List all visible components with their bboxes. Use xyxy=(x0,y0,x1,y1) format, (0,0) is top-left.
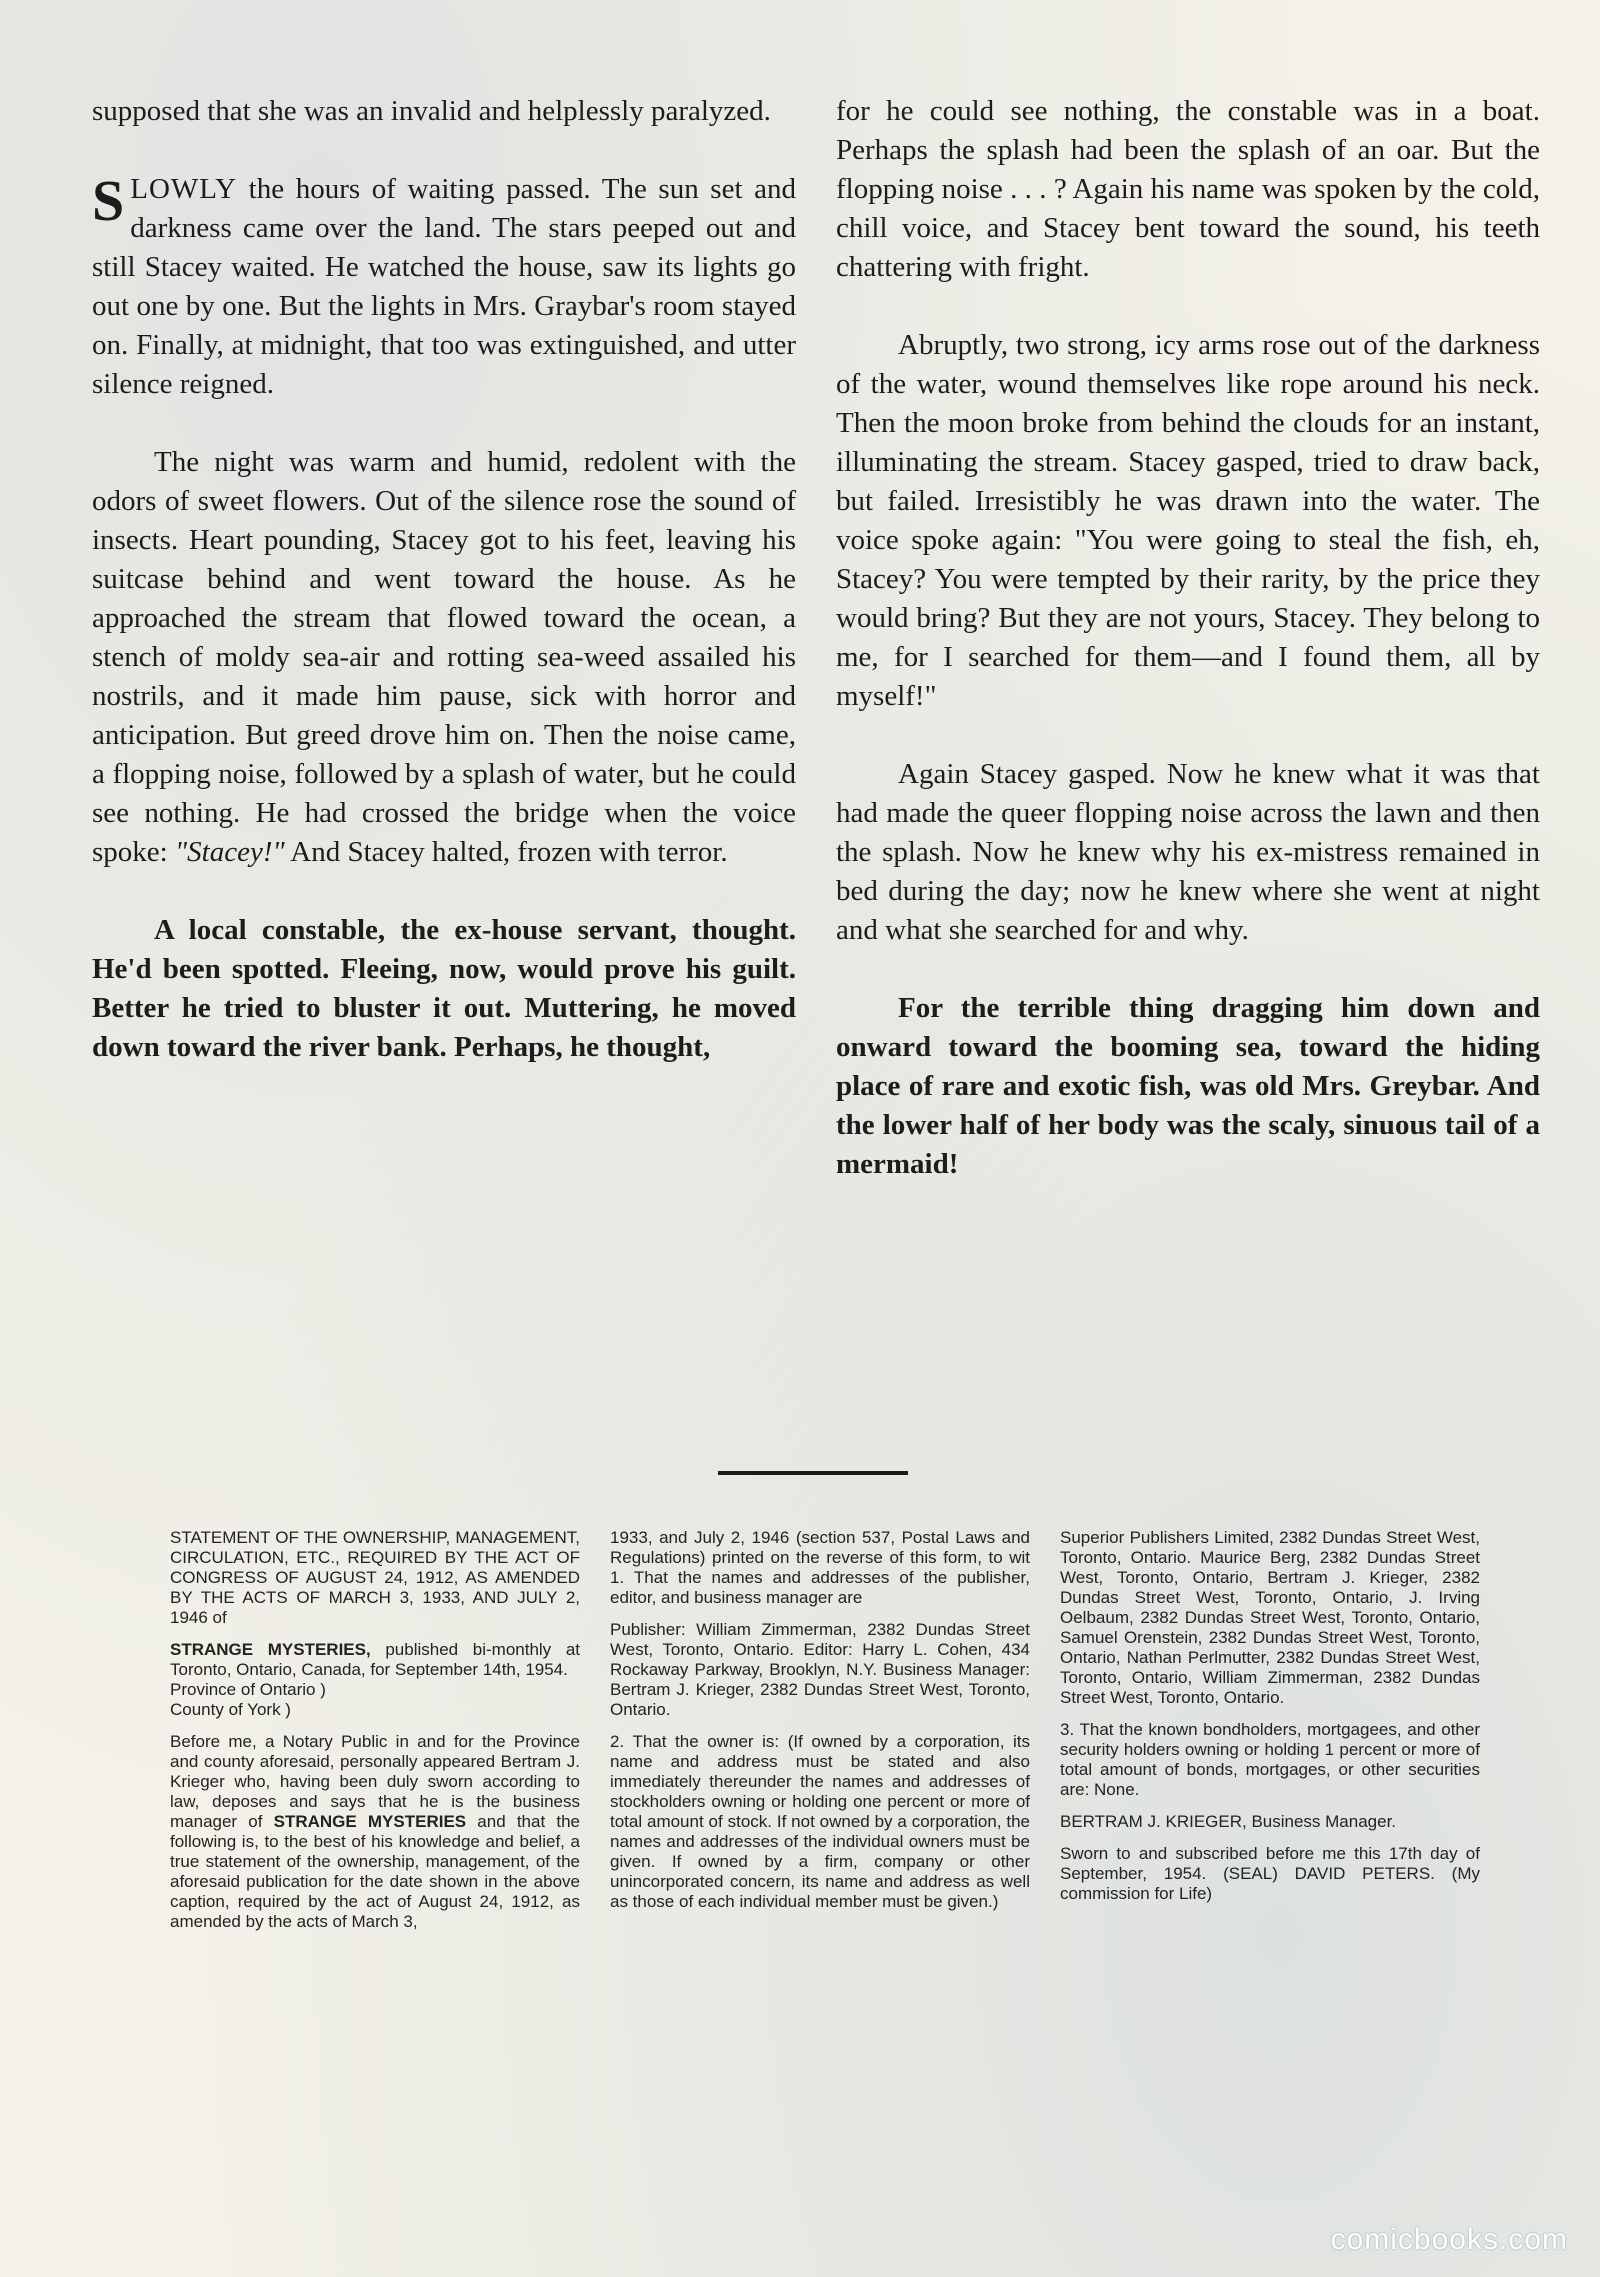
story-paragraph xyxy=(92,443,796,872)
notary-line: Sworn to and subscribed before me this 17th day of September, 1954. (SEAL) DAVID PETERS. (My commission for Life) xyxy=(1060,1844,1480,1903)
statement-paragraph: 1933, and July 2, 1946 (section 537, Postal Laws and Regulations) printed on the reverse of this form, to wit 1. That the names and addresses of the publisher, editor, and business manager are xyxy=(610,1528,1030,1607)
story-paragraph: Again Stacey gasped. Now he knew what it was that had made the queer flopping noise across the lawn and then the splash. Now he knew why his ex-mistress remained in bed during the day; now he knew where she went at night and what she searched for and why. xyxy=(836,758,1540,946)
statement-text: published bi-monthly at Toronto, Ontario, Canada, for September 14th, 1954. xyxy=(170,1640,580,1679)
publication-title: STRANGE MYSTERIES xyxy=(273,1812,467,1831)
statement-text: Before me, a Notary Public in and for the Province and county aforesaid, personally appeared Bertram J. Krieger who, having been duly sworn according to law, deposes and says that he is the business manager of xyxy=(170,1732,580,1831)
paragraph-text: The night was warm and humid, redolent with the odors of sweet flowers. Out of the silence rose the sound of insects. Heart pounding, Stacey got to his feet, leaving his suitcase behind and went toward the house. As he approached the stream that flowed toward the ocean, a stench of moldy sea-air and rotting sea-weed assailed his nostrils, and it made him pause, sick with horror and anticipation. But greed drove him on. Then the noise came, a flopping noise, followed by a splash of water, but he could see nothing. He had crossed the bridge when the voice spoke: xyxy=(92,446,796,868)
story-paragraph: supposed that she was an invalid and helplessly paralyzed. xyxy=(92,95,771,127)
section-divider xyxy=(718,1471,908,1475)
statement-heading: STATEMENT OF THE OWNERSHIP, MANAGEMENT, CIRCULATION, ETC., REQUIRED BY THE ACT OF CONGRESS OF AUGUST 24, 1912, AS AMENDED BY THE ACTS OF MARCH 3, 1933, AND JULY 2, 1946 of xyxy=(170,1528,580,1627)
statement-paragraph xyxy=(170,1640,580,1720)
statement-column-2 xyxy=(610,1528,1030,2068)
story-column-left xyxy=(92,92,796,1452)
paragraph-rest: the hours of waiting passed. The sun set and darkness came over the land. The stars peeped out and still Stacey waited. He watched the house, saw its lights go out one by one. But the lights in Mrs. Graybar's room stayed on. Finally, at midnight, that too was extinguished, and utter silence reigned. xyxy=(92,173,796,400)
statement-paragraph: 2. That the owner is: (If owned by a corporation, its name and address must be stated and also immediately thereunder the names and addresses of stockholders owning or holding one percent or more of total amount of stock. If not owned by a corporation, the names and addresses of the individual owners must be given. If owned by a firm, company or other unincorporated concern, its name and address as well as those of each individual member must be given.) xyxy=(610,1732,1030,1911)
story-paragraph: for he could see nothing, the constable was in a boat. Perhaps the splash had been the splash of an oar. But the flopping noise . . . ? Again his name was spoken by the cold, chill voice, and Stacey bent toward the sound, his teeth chattering with fright. xyxy=(836,95,1540,283)
county-line: County of York ) xyxy=(170,1700,291,1719)
lead-word: LOWLY xyxy=(130,173,238,205)
story-paragraph: For the terrible thing dragging him down and onward toward the booming sea, toward the hiding place of rare and exotic fish, was old Mrs. Greybar. And the lower half of her body was the scaly, sinuous tail of a mermaid! xyxy=(836,992,1540,1180)
voice-quote: "Stacey!" xyxy=(174,836,285,868)
paragraph-text-tail: And Stacey halted, frozen with terror. xyxy=(284,836,728,868)
drop-cap: S xyxy=(92,168,125,233)
statement-text: and that the following is, to the best of his knowledge and belief, a true statement of the ownership, management, of the aforesaid publication for the date shown in the above caption, required by the act of August 24, 1912, as amended by the acts of March 3, xyxy=(170,1812,580,1931)
province-line: Province of Ontario ) xyxy=(170,1680,326,1699)
signature-line: BERTRAM J. KRIEGER, Business Manager. xyxy=(1060,1812,1397,1831)
ownership-statement xyxy=(170,1528,1480,2068)
watermark: comicbooks.com xyxy=(1330,2223,1568,2256)
story-paragraph-slowly xyxy=(92,170,796,404)
story-column-right xyxy=(836,92,1540,1452)
statement-paragraph xyxy=(170,1732,580,1932)
statement-paragraph: Publisher: William Zimmerman, 2382 Dundas Street West, Toronto, Ontario. Editor: Harry L. Cohen, 434 Rockaway Parkway, Brooklyn, N.Y. Business Manager: Bertram J. Krieger, 2382 Dundas Street West, Toronto, Ontario. xyxy=(610,1620,1030,1719)
statement-column-1 xyxy=(170,1528,580,2068)
statement-paragraph: Superior Publishers Limited, 2382 Dundas Street West, Toronto, Ontario. Maurice Berg, 2382 Dundas Street West, Toronto, Ontario, Bertram J. Krieger, 2382 Dundas Street West, Toronto, Ontario, J. Irving Oelbaum, 2382 Dundas Street West, Toronto, Ontario, Samuel Orenstein, 2382 Dundas Street West, Toronto, Ontario, Nathan Perlmutter, 2382 Dundas Street West, Toronto, Ontario, William Zimmerman, 2382 Dundas Street West, Toronto, Ontario. xyxy=(1060,1528,1480,1707)
story-paragraph: Abruptly, two strong, icy arms rose out of the darkness of the water, wound themselves like rope around his neck. Then the moon broke from behind the clouds for an instant, illuminating the stream. Stacey gasped, tried to draw back, but failed. Irresistibly he was drawn into the water. The voice spoke again: "You were going to steal the fish, eh, Stacey? You were tempted by their rarity, by the price they would bring? But they are not yours, Stacey. They belong to me, for I searched for them—and I found them, all by myself!" xyxy=(836,329,1540,712)
statement-paragraph: 3. That the known bondholders, mortgagees, and other security holders owning or holding 1 percent or more of total amount of bonds, mortgages, or other securities are: None. xyxy=(1060,1720,1480,1799)
statement-column-3 xyxy=(1060,1528,1480,2068)
story-text xyxy=(92,92,1540,1452)
publication-title: STRANGE MYSTERIES, xyxy=(170,1640,371,1659)
story-paragraph: A local constable, the ex-house servant, thought. He'd been spotted. Fleeing, now, would prove his guilt. Better he tried to bluster it out. Muttering, he moved down toward the river bank. Perhaps, he thought, xyxy=(92,914,796,1063)
